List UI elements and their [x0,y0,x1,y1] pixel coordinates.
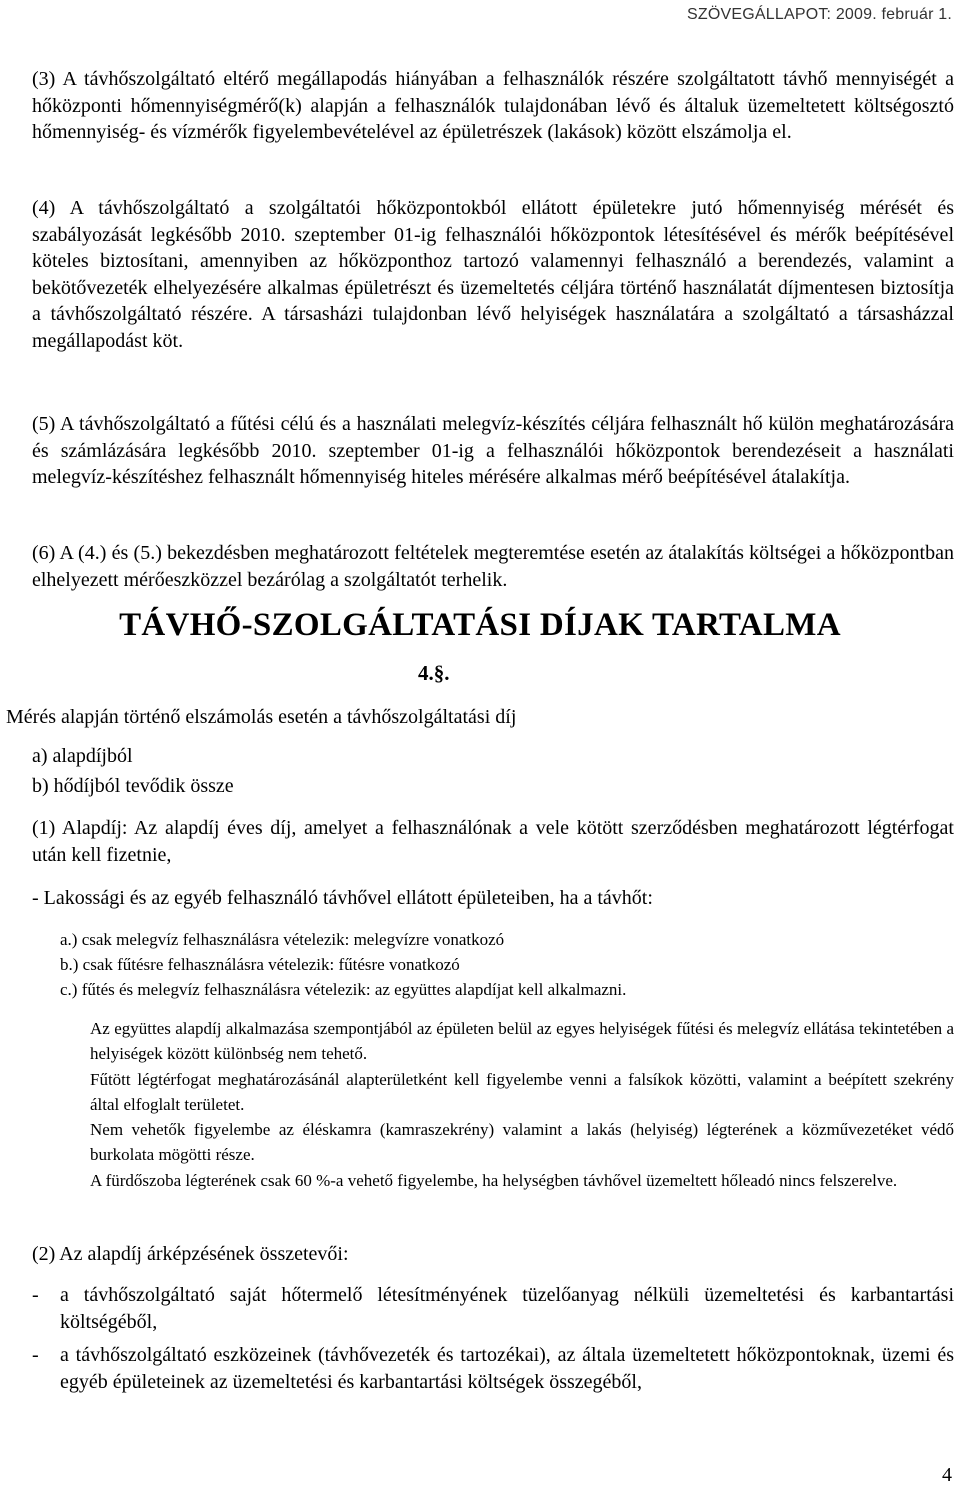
note-paragraph: Az együttes alapdíj alkalmazása szempontjából az épületen belül az egyes helyiségek fűtési és melegvíz ellátása tekintetében a helyiségek között különbség nem tehető. [90,1019,954,1064]
section-number: 4.§. [418,661,450,685]
note-paragraph: Fűtött légtérfogat meghatározásánál alapterületként kell figyelembe venni a falsíkok közötti, valamint a beépített szekrény által elfoglalt területet. [90,1069,954,1114]
list-item-text: a távhőszolgáltató saját hőtermelő létesítményének tüzelőanyag nélküli üzemeltetési és karbantartási költségéből, [60,1284,954,1333]
list-item: b) hődíjból tevődik össze [32,775,234,797]
document-status-header: SZÖVEGÁLLAPOT: 2009. február 1. [687,6,952,23]
dash-bullet: - [32,1344,39,1366]
fee-components-list [32,741,234,801]
list-item [32,1342,954,1396]
usage-options-list [60,927,626,1002]
price-components-list [32,1282,954,1402]
note-paragraph: A fürdőszoba légterének csak 60 %-a vehető figyelembe, ha helységben távhővel üzemeltett hőleadó nincs felszerelve. [90,1170,898,1190]
list-item: b.) csak fűtésre felhasználásra vételezik: fűtésre vonatkozó [60,955,460,974]
list-item: a.) csak melegvíz felhasználásra vételezik: melegvízre vonatkozó [60,930,505,949]
paragraph-3: (3) A távhőszolgáltató eltérő megállapodás hiányában a felhasználók részére szolgáltatott távhő mennyiségét a hőközponti hőmennyiségmérő(k) alapján a felhasználók tulajdonában lévő és általuk üzemeltetett költségosztó hőmennyiség- és vízmérők figyelembevételével az épületrészek (lakások) között elszámolja el. [32,68,954,143]
base-fee-paragraph-1: (1) Alapdíj: Az alapdíj éves díj, amelyet a felhasználónak a vele kötött szerződésben meghatározott légtérfogat után kell fizetnie, [32,817,954,866]
fee-intro-text: Mérés alapján történő elszámolás esetén a távhőszolgáltatási díj [6,706,517,728]
note-paragraph: Nem vehetők figyelembe az éléskamra (kamraszekrény) valamint a lakás (helyiség) légterének a közművezetéket védő burkolata mögötti része. [90,1120,954,1165]
paragraph-6: (6) A (4.) és (5.) bekezdésben meghatározott feltételek megteremtése esetén az átalakítás költségei a hőközpontban elhelyezett mérőeszközzel bezárólag a szolgáltatót terhelik. [32,542,954,591]
residential-clause: - Lakossági és az egyéb felhasználó távhővel ellátott épületeiben, ha a távhőt: [32,887,653,909]
paragraph-4: (4) A távhőszolgáltató a szolgáltatói hőközpontokból ellátott épületekre jutó hőmennyiség mérését és szabályozását legkésőbb 2010. szeptember 01-ig felhasználói hőközpontok létesítésével és mérők beépítésével köteles biztosítani, amennyiben az hőközponthoz tartozó valamennyi felhasználó a berendezés, valamint a bekötővezeték elhelyezésére alkalmas épületrészt és üzemeltetés céljára történő használatát díjmentesen biztosítja a távhőszolgáltató részére. A társasházi tulajdonban lévő helyiségek használatára a szolgáltató a társasházzal megállapodást köt. [32,197,954,352]
list-item: a) alapdíjból [32,745,133,767]
paragraph-5: (5) A távhőszolgáltató a fűtési célú és a használati melegvíz-készítés céljára felhasznált hő külön meghatározására és számlázására legkésőbb 2010. szeptember 01-ig a felhasználói hőközpontok berendezéseit a használati melegvíz-készítéshez felhasznált hőmennyiség hiteles mérésére alkalmas mérő beépítésével átalakítja. [32,413,954,488]
list-item [32,1282,954,1336]
list-item: c.) fűtés és melegvíz felhasználásra vételezik: az együttes alapdíjat kell alkalmazni. [60,980,627,999]
list-item-text: a távhőszolgáltató eszközeinek (távhővezeték és tartozékai), az általa üzemeltetett hőközpontoknak, üzemi és egyéb épületeinek az üzemeltetési és karbantartási költségek összegéből, [60,1344,954,1393]
section-title: TÁVHŐ-SZOLGÁLTATÁSI DÍJAK TARTALMA [119,607,841,643]
notes-block [90,1016,954,1193]
page-number: 4 [942,1464,952,1486]
base-fee-paragraph-2: (2) Az alapdíj árképzésének összetevői: [32,1243,349,1265]
dash-bullet: - [32,1284,39,1306]
